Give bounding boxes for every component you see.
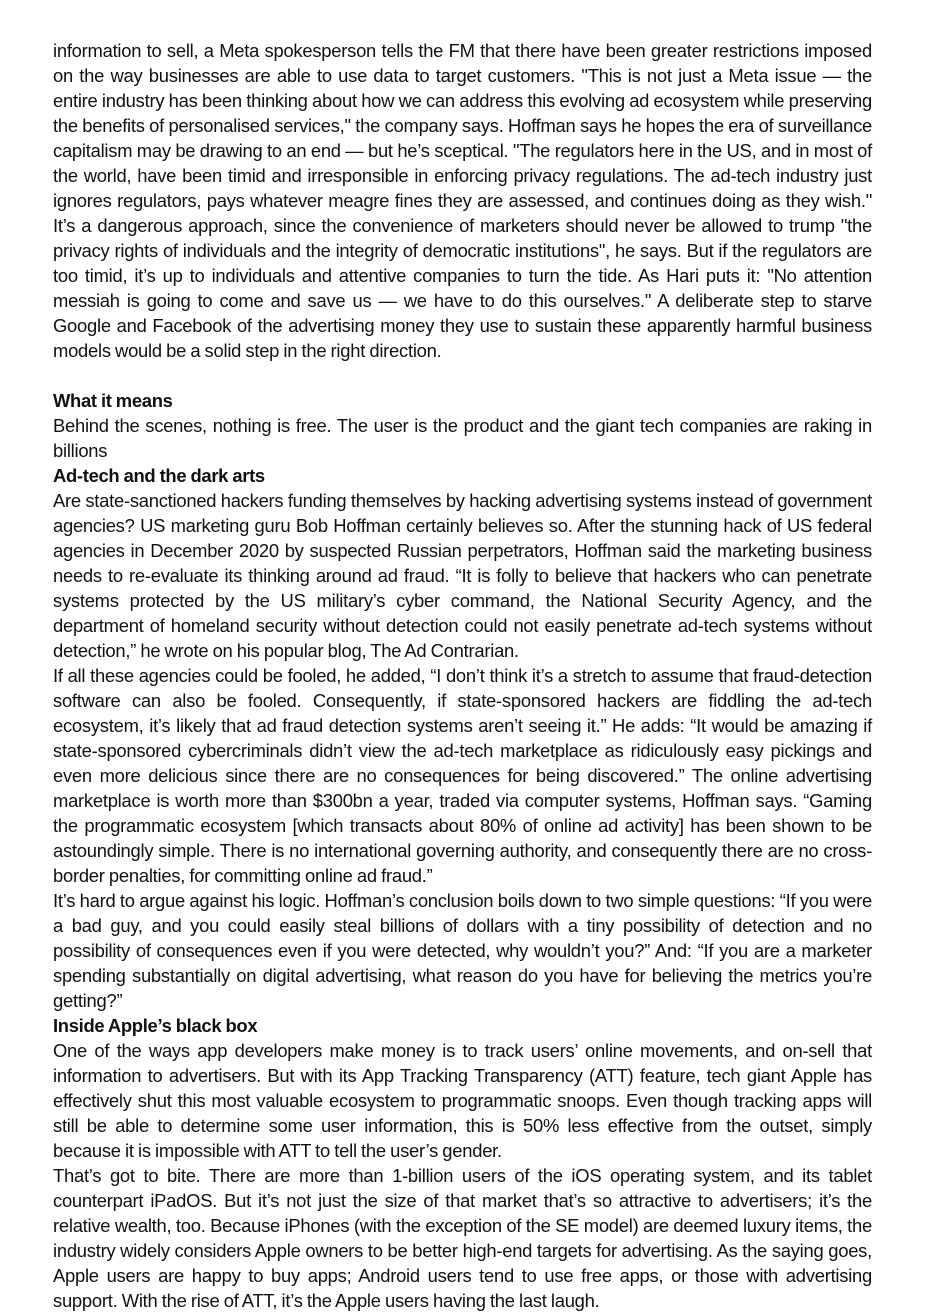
section-what-it-means: [53, 388, 872, 463]
body-paragraph: If all these agencies could be fooled, he added, “I don’t think it’s a stretch to assume that fraud-detection software can also be fooled. Consequently, if state-sponsored hackers are fiddling the ad-tech ecosystem, it’s likely that ad fraud detection systems aren’t seeing it.” He adds: “It would be amazing if state-sponsored cybercriminals didn’t view the ad-tech marketplace as ridiculously easy pickings and even more delicious since there are no consequences for being discovered.” The online advertising marketplace is worth more than $300bn a year, traded via computer systems, Hoffman says. “Gaming the programmatic ecosystem [which transacts about 80% of online ad activity] has been shown to be astoundingly simple. There is no international governing authority, and consequently there are no cross-border penalties, for committing online ad fraud.”: [53, 665, 872, 886]
section-heading: Inside Apple’s black box: [53, 1015, 258, 1036]
section-heading: Ad-tech and the dark arts: [53, 465, 265, 486]
section-ad-tech-dark-arts: [53, 463, 872, 1013]
section-inside-apples-black-box: [53, 1013, 872, 1313]
body-paragraph: Are state-sanctioned hackers funding themselves by hacking advertising systems instead of government agencies? US marketing guru Bob Hoffman certainly believes so. After the stunning hack of US federal agencies in December 2020 by suspected Russian perpetrators, Hoffman said the marketing business needs to re-evaluate its thinking around ad fraud. “It is folly to believe that hackers who can penetrate systems protected by the US military’s cyber command, the National Security Agency, and the department of homeland security without detection could not easily penetrate ad-tech systems without detection,” he wrote on his popular blog, The Ad Contrarian.: [53, 490, 872, 661]
body-paragraph: It’s hard to argue against his logic. Hoffman’s conclusion boils down to two simple questions: “If you were a bad guy, and you could easily steal billions of dollars with a tiny possibility of detection and no possibility of consequences even if you were detected, why wouldn’t you?” And: “If you are a marketer spending substantially on digital advertising, what reason do you have for believing the metrics you’re getting?”: [53, 890, 872, 1011]
intro-paragraph: information to sell, a Meta spokesperson tells the FM that there have been greater restrictions imposed on the way businesses are able to use data to target customers. "This is not just a Meta issue — the entire industry has been thinking about how we can address this evolving ad ecosystem while preserving the benefits of personalised services," the company says. Hoffman says he hopes the era of surveillance capitalism may be drawing to an end — but he’s sceptical. "The regulators here in the US, and in most of the world, have been timid and irresponsible in enforcing privacy regulations. The ad-tech industry just ignores regulators, pays whatever meagre fines they are assessed, and continues doing as they wish." It’s a dangerous approach, since the convenience of marketers should never be allowed to trump "the privacy rights of individuals and the integrity of democratic institutions", he says. But if the regulators are too timid, it’s up to individuals and attentive companies to turn the tide. As Hari puts it: "No attention messiah is going to come and save us — we have to do this ourselves." A deliberate step to starve Google and Facebook of the advertising money they use to sustain these apparently harmful business models would be a solid step in the right direction.: [53, 40, 872, 361]
section-heading: What it means: [53, 390, 173, 411]
body-paragraph: One of the ways app developers make money is to track users’ online movements, and on-sell that information to advertisers. But with its App Tracking Transparency (ATT) feature, tech giant Apple has effectively shut this most valuable ecosystem to programmatic snoops. Even though tracking apps will still be able to determine some user information, this is 50% less effective from the outset, simply because it is impossible with ATT to tell the user’s gender.: [53, 1040, 872, 1161]
section-spacer: [53, 363, 872, 388]
body-paragraph: Behind the scenes, nothing is free. The user is the product and the giant tech companies are raking in billions: [53, 415, 872, 461]
body-paragraph: That’s got to bite. There are more than 1-billion users of the iOS operating system, and its tablet counterpart iPadOS. But it’s not just the size of that market that’s so attractive to advertisers; it’s the relative wealth, too. Because iPhones (with the exception of the SE model) are deemed luxury items, the industry widely considers Apple owners to be better high-end targets for advertising. As the saying goes, Apple users are happy to buy apps; Android users tend to use free apps, or those with advertising support. With the rise of ATT, it’s the Apple users having the last laugh.: [53, 1165, 872, 1311]
